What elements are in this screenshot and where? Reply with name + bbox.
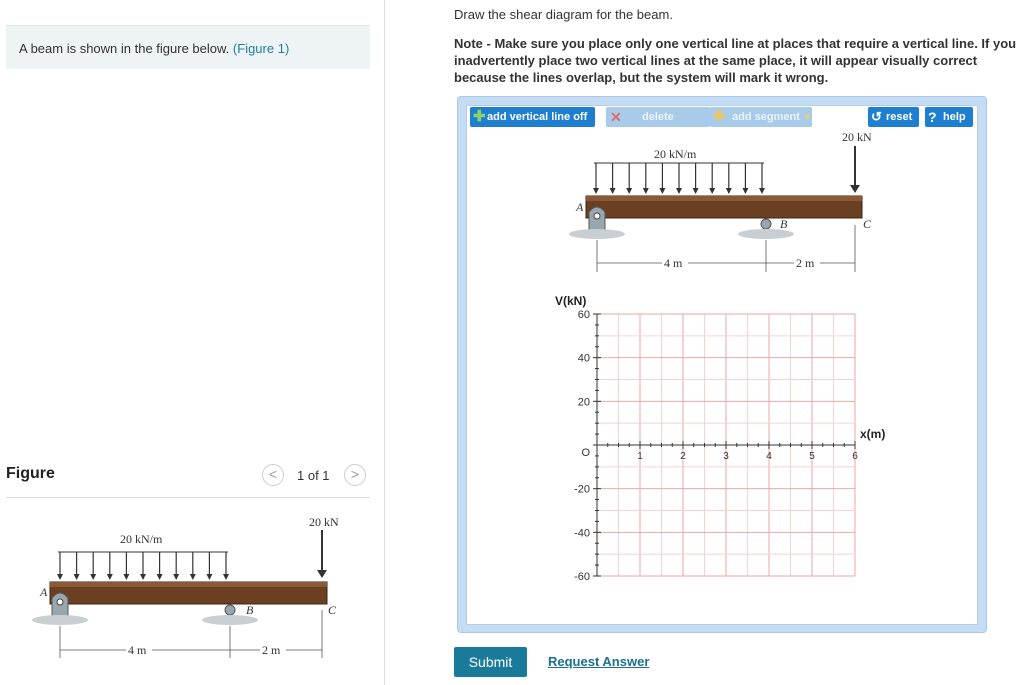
note-text: Note - Make sure you place only one vertical line at places that require a vertical line. If you inadvertently place two vertical lines at the same place, it will appear visually correct because the lines overlap, but the system will mark it wrong. — [454, 36, 1017, 85]
figure-load-arrowhead — [123, 574, 129, 580]
figure-pin-a — [57, 599, 63, 605]
tool-roller-b — [761, 219, 771, 229]
tool-label-a: A — [576, 200, 584, 214]
request-answer-link[interactable]: Request Answer — [548, 654, 650, 669]
figure-title: Figure — [6, 465, 55, 482]
x-tick-label: 6 — [852, 451, 858, 462]
y-tick-label: O — [581, 447, 590, 459]
figure-load-arrowhead — [157, 574, 163, 580]
x-tick-label: 2 — [680, 451, 686, 462]
right-pane — [384, 0, 1024, 685]
tool-point-load-head — [850, 185, 860, 193]
tool-load-arrowhead — [593, 188, 599, 194]
figure-load-arrowhead — [140, 574, 146, 580]
x-tick-label: 5 — [809, 451, 815, 462]
figure-label-a: A — [40, 585, 48, 599]
figure-load-arrowhead — [223, 574, 229, 580]
tool-point-load-label: 20 kN — [842, 130, 872, 144]
tool-label-b: B — [780, 217, 788, 231]
figure-header — [6, 463, 370, 498]
tool-load-arrowhead — [709, 188, 715, 194]
x-axis-title: x(m) — [860, 427, 886, 441]
rotate-icon: ↺ — [871, 109, 882, 124]
tool-load-arrowhead — [726, 188, 732, 194]
tool-load-arrowhead — [643, 188, 649, 194]
caret-down-icon: ▼ — [802, 112, 812, 122]
delete-label: delete — [642, 111, 674, 123]
figure-label-c: C — [328, 603, 337, 617]
figure-load-arrowhead — [173, 574, 179, 580]
tool-dim-1: 4 m — [664, 256, 683, 270]
y-tick-label: 60 — [577, 309, 590, 321]
submit-button[interactable]: Submit — [454, 647, 527, 677]
intro-text: A beam is shown in the figure below. — [19, 41, 230, 56]
x-tick-label: 1 — [637, 451, 643, 462]
figure-label-b: B — [246, 603, 254, 617]
figure-distributed-load-label: 20 kN/m — [120, 532, 163, 546]
intro-box — [6, 25, 370, 69]
figure-load-arrowhead — [190, 574, 196, 580]
figure-roller-b — [225, 605, 235, 615]
plus-icon: ✚ — [473, 108, 486, 125]
y-tick-label: 40 — [577, 352, 590, 365]
tool-drawing — [384, 0, 1024, 640]
chart-labels — [574, 309, 858, 583]
tool-beam-highlight — [586, 196, 862, 201]
figure-link[interactable]: (Figure 1) — [232, 41, 290, 56]
y-axis-title: V(kN) — [555, 294, 587, 308]
tool-load-arrowhead — [742, 188, 748, 194]
tool-load-arrowhead — [610, 188, 616, 194]
x-icon: ✕ — [610, 109, 622, 125]
x-tick-label: 4 — [766, 451, 772, 462]
figure-dim-2: 2 m — [262, 643, 281, 657]
tool-load-arrowhead — [676, 188, 682, 194]
chart-axes — [593, 314, 855, 576]
y-tick-label: 20 — [577, 396, 590, 409]
tool-load-arrows — [593, 163, 765, 194]
tool-label-c: C — [863, 217, 872, 231]
figure-load-arrowhead — [57, 574, 63, 580]
figure-load-arrows — [57, 552, 229, 580]
pager-prev-button[interactable]: < — [262, 464, 284, 486]
tool-dim-2: 2 m — [796, 256, 815, 270]
pager-text: 1 of 1 — [297, 468, 330, 483]
tool-ground-a — [569, 229, 625, 239]
add-vertical-line-label: add vertical line off — [487, 111, 588, 123]
figure-point-load-label: 20 kN — [309, 515, 339, 529]
figure-point-load-head — [317, 570, 327, 578]
left-pane — [0, 0, 385, 685]
figure-load-arrowhead — [107, 574, 113, 580]
tool-load-arrowhead — [659, 188, 665, 194]
reset-label: reset — [886, 111, 913, 123]
y-tick-label: -60 — [574, 571, 590, 583]
pager-next-button[interactable]: > — [344, 464, 366, 486]
figure-ground-a — [32, 615, 88, 625]
question-icon: ? — [928, 109, 937, 125]
x-tick-label: 3 — [723, 451, 729, 462]
figure-dim-1: 4 m — [128, 643, 147, 657]
figure-load-arrowhead — [206, 574, 212, 580]
shear-chart[interactable] — [555, 294, 885, 583]
y-tick-label: -40 — [574, 527, 590, 540]
figure-beam-highlight — [50, 582, 327, 587]
y-tick-label: -20 — [574, 483, 590, 496]
beam-figure — [30, 510, 350, 670]
figure-load-arrowhead — [74, 574, 80, 580]
figure-load-arrowhead — [90, 574, 96, 580]
tool-load-arrowhead — [759, 188, 765, 194]
tool-load-arrowhead — [626, 188, 632, 194]
tool-load-arrowhead — [693, 188, 699, 194]
tool-beam-figure — [569, 130, 872, 272]
help-label: help — [943, 111, 966, 123]
add-segment-label: add segment — [732, 111, 800, 123]
plus-icon: ✚ — [713, 108, 726, 125]
tool-pin-a — [594, 213, 600, 219]
tool-distributed-load-label: 20 kN/m — [654, 147, 697, 161]
instruction-text: Draw the shear diagram for the beam. — [454, 7, 673, 22]
